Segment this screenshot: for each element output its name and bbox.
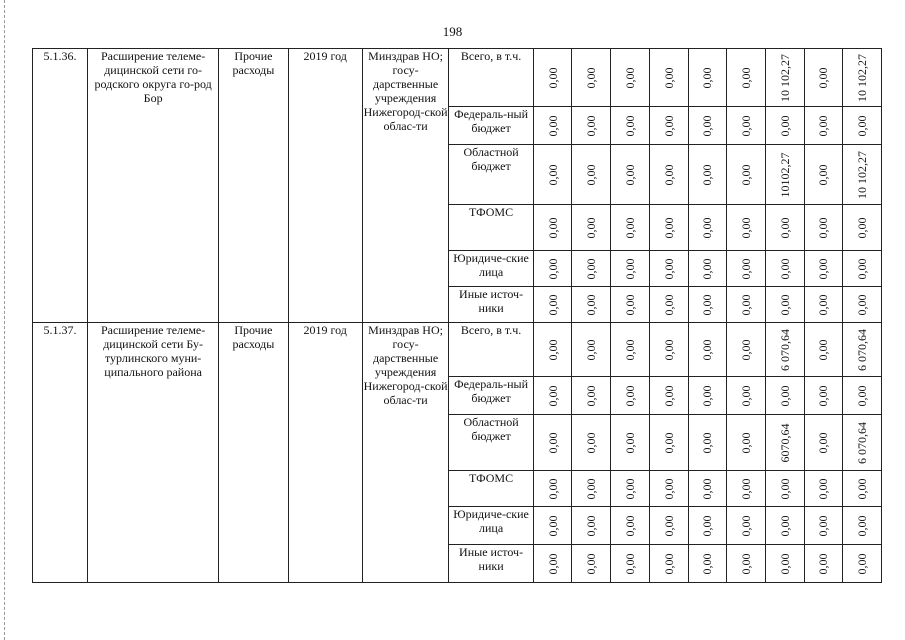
amount-value: 0,00 [661,432,676,453]
amount-cell [843,107,882,145]
amount-cell [804,471,843,507]
amount-cell [688,323,727,377]
amount-value: 0,00 [777,217,792,238]
amount-cell [727,471,766,507]
amount-value: 0,00 [584,432,599,453]
amount-value: 0,00 [816,258,831,279]
amount-value: 0,00 [777,385,792,406]
amount-cell [765,107,804,145]
amount-cell [649,145,688,205]
funding-source: Иные источ-ники [449,287,533,323]
amount-value: 0,00 [661,164,676,185]
amount-value: 0,00 [739,515,753,536]
amount-value: 0,00 [700,553,715,574]
amount-cell [765,49,804,107]
amount-cell [611,145,650,205]
amount-value: 0,00 [584,115,599,136]
period: 2019 год [288,323,362,583]
amount-cell [649,205,688,251]
amount-cell [688,507,727,545]
executor: Минздрав НО; госу-дарственные учреждения Нижегород-ской облас-ти [362,323,449,583]
amount-value: 0,00 [700,385,715,406]
amount-cell [572,287,611,323]
amount-value: 0,00 [739,339,753,360]
amount-cell [572,205,611,251]
amount-value: 0,00 [700,217,715,238]
amount-cell [727,49,766,107]
amount-value: 0,00 [545,385,560,406]
amount-value: 0,00 [855,258,870,279]
funding-source: Иные источ-ники [449,545,533,583]
amount-cell [804,49,843,107]
amount-value: 0,00 [816,553,831,574]
amount-value: 0,00 [855,294,870,315]
amount-value: 0,00 [622,515,637,536]
amount-cell [727,377,766,415]
amount-value: 0,00 [739,164,753,185]
funding-source: ТФОМС [449,205,533,251]
amount-cell [804,145,843,205]
amount-value: 0,00 [777,115,792,136]
amount-cell [533,323,572,377]
amount-value: 0,00 [700,258,715,279]
amount-value: 0,00 [739,553,753,574]
amount-value: 6070,64 [777,423,792,462]
amount-value: 0,00 [739,294,753,315]
amount-cell [765,471,804,507]
amount-value: 0,00 [777,553,792,574]
amount-value: 0,00 [622,115,637,136]
amount-value: 0,00 [816,115,831,136]
amount-cell [611,205,650,251]
amount-value: 0,00 [584,217,599,238]
amount-value: 0,00 [622,553,637,574]
amount-cell [611,377,650,415]
amount-cell [727,415,766,471]
amount-value: 0,00 [777,258,792,279]
amount-value: 0,00 [855,217,870,238]
amount-cell [804,107,843,145]
amount-cell [611,251,650,287]
amount-value: 0,00 [700,339,715,360]
amount-value: 0,00 [855,515,870,536]
amount-value: 0,00 [584,339,599,360]
amount-cell [688,145,727,205]
amount-value: 0,00 [816,339,831,360]
funding-source: Юридиче-ские лица [449,507,533,545]
amount-value: 0,00 [622,385,637,406]
amount-cell [533,415,572,471]
amount-cell [688,545,727,583]
amount-cell [843,415,882,471]
amount-value: 0,00 [661,67,676,88]
scan-margin-line [4,0,6,640]
amount-cell [533,49,572,107]
amount-cell [533,287,572,323]
amount-value: 0,00 [700,294,715,315]
amount-value: 0,00 [661,258,676,279]
amount-cell [688,107,727,145]
amount-value: 0,00 [739,115,753,136]
amount-value: 0,00 [816,294,831,315]
amount-cell [804,287,843,323]
amount-cell [572,377,611,415]
amount-value: 0,00 [545,67,560,88]
amount-value: 0,00 [545,432,560,453]
amount-value: 0,00 [700,164,715,185]
funding-source: Юридиче-ские лица [449,251,533,287]
amount-cell [843,251,882,287]
amount-cell [727,145,766,205]
amount-cell [688,415,727,471]
amount-cell [649,471,688,507]
amount-cell [843,545,882,583]
amount-value: 0,00 [545,478,560,499]
amount-cell [649,107,688,145]
amount-cell [611,323,650,377]
amount-cell [727,507,766,545]
amount-cell [688,471,727,507]
amount-cell [611,507,650,545]
funding-source: Федераль-ный бюджет [449,377,533,415]
amount-value: 0,00 [622,294,637,315]
amount-cell [572,145,611,205]
amount-cell [843,323,882,377]
amount-value: 0,00 [622,478,637,499]
amount-cell [843,49,882,107]
amount-value: 0,00 [700,115,715,136]
amount-value: 0,00 [816,515,831,536]
amount-value: 0,00 [700,67,715,88]
amount-cell [765,205,804,251]
amount-cell [804,251,843,287]
amount-value: 0,00 [700,432,715,453]
amount-value: 0,00 [584,478,599,499]
amount-cell [611,49,650,107]
amount-value: 0,00 [622,164,637,185]
amount-cell [843,205,882,251]
amount-cell [765,323,804,377]
amount-cell [843,287,882,323]
amount-value: 0,00 [545,217,560,238]
amount-cell [572,507,611,545]
row-number: 5.1.37. [33,323,88,583]
amount-cell [765,415,804,471]
amount-value: 0,00 [545,339,560,360]
amount-cell [727,287,766,323]
amount-cell [611,287,650,323]
amount-cell [533,507,572,545]
amount-cell [804,507,843,545]
amount-cell [727,545,766,583]
amount-cell [533,251,572,287]
amount-value: 0,00 [545,515,560,536]
amount-value: 0,00 [739,217,753,238]
amount-value: 0,00 [622,67,637,88]
amount-value: 10102,27 [777,152,792,197]
amount-cell [533,107,572,145]
amount-value: 0,00 [855,115,870,136]
funding-source: Всего, в т.ч. [449,49,533,107]
amount-cell [572,107,611,145]
amount-cell [649,507,688,545]
amount-value: 0,00 [700,515,715,536]
amount-value: 0,00 [584,553,599,574]
amount-value: 10 102,27 [855,150,870,199]
amount-cell [572,251,611,287]
amount-cell [649,287,688,323]
amount-value: 0,00 [545,553,560,574]
amount-cell [649,545,688,583]
amount-value: 0,00 [584,258,599,279]
amount-cell [572,545,611,583]
amount-cell [804,205,843,251]
amount-cell [533,545,572,583]
amount-cell [804,323,843,377]
amount-cell [765,145,804,205]
amount-cell [533,205,572,251]
expense-type: Прочие расходы [219,323,288,583]
amount-cell [765,545,804,583]
amount-cell [572,49,611,107]
amount-cell [765,287,804,323]
amount-cell [843,507,882,545]
amount-cell [572,415,611,471]
amount-value: 0,00 [622,217,637,238]
amount-value: 0,00 [855,385,870,406]
amount-value: 0,00 [739,258,753,279]
amount-value: 6 070,64 [855,328,870,371]
budget-table [32,48,882,583]
amount-cell [533,377,572,415]
amount-value: 6 070,64 [777,328,792,371]
amount-cell [727,251,766,287]
amount-value: 0,00 [545,115,560,136]
amount-value: 0,00 [739,432,753,453]
amount-cell [611,107,650,145]
amount-cell [611,415,650,471]
amount-cell [727,107,766,145]
amount-cell [649,377,688,415]
funding-source: ТФОМС [449,471,533,507]
amount-value: 0,00 [584,515,599,536]
amount-value: 0,00 [777,515,792,536]
amount-cell [649,49,688,107]
amount-cell [533,471,572,507]
amount-value: 0,00 [661,339,676,360]
amount-value: 6 070,64 [855,421,870,464]
amount-cell [843,377,882,415]
expense-type: Прочие расходы [219,49,288,323]
amount-cell [765,251,804,287]
amount-value: 0,00 [545,258,560,279]
amount-value: 0,00 [622,339,637,360]
amount-cell [688,251,727,287]
table-row [33,323,882,377]
funding-source: Федераль-ный бюджет [449,107,533,145]
amount-cell [688,377,727,415]
amount-value: 0,00 [584,164,599,185]
amount-value: 0,00 [777,294,792,315]
amount-value: 0,00 [622,432,637,453]
amount-value: 0,00 [661,385,676,406]
funding-source: Областной бюджет [449,415,533,471]
amount-cell [611,545,650,583]
amount-value: 0,00 [545,164,560,185]
amount-cell [688,205,727,251]
period: 2019 год [288,49,362,323]
funding-source: Всего, в т.ч. [449,323,533,377]
amount-cell [765,507,804,545]
amount-value: 0,00 [816,478,831,499]
amount-cell [727,323,766,377]
amount-value: 0,00 [545,294,560,315]
amount-cell [804,377,843,415]
executor: Минздрав НО; госу-дарственные учреждения Нижегород-ской облас-ти [362,49,449,323]
amount-value: 0,00 [816,67,831,88]
page-number: 198 [442,24,463,39]
amount-cell [649,251,688,287]
amount-value: 0,00 [584,385,599,406]
amount-cell [533,145,572,205]
amount-value: 0,00 [661,115,676,136]
amount-value: 10 102,27 [855,53,870,102]
amount-value: 0,00 [584,294,599,315]
amount-value: 0,00 [700,478,715,499]
amount-value: 0,00 [661,515,676,536]
amount-cell [649,323,688,377]
amount-value: 0,00 [855,553,870,574]
amount-value: 0,00 [739,67,753,88]
amount-value: 0,00 [816,164,831,185]
amount-value: 0,00 [622,258,637,279]
amount-value: 0,00 [739,385,753,406]
amount-cell [843,145,882,205]
amount-value: 0,00 [739,478,753,499]
amount-cell [572,471,611,507]
table-row [33,49,882,107]
amount-cell [688,287,727,323]
amount-value: 0,00 [661,553,676,574]
amount-value: 0,00 [816,432,831,453]
amount-value: 0,00 [855,478,870,499]
amount-cell [804,415,843,471]
amount-cell [611,471,650,507]
amount-cell [649,415,688,471]
amount-cell [572,323,611,377]
amount-value: 0,00 [584,67,599,88]
amount-value: 0,00 [661,478,676,499]
event-name: Расширение телеме-дицинской сети го-родского округа го-род Бор [87,49,218,323]
amount-value: 0,00 [777,478,792,499]
amount-cell [727,205,766,251]
amount-cell [688,49,727,107]
amount-value: 0,00 [661,294,676,315]
amount-value: 0,00 [816,385,831,406]
amount-cell [843,471,882,507]
row-number: 5.1.36. [33,49,88,323]
amount-value: 0,00 [816,217,831,238]
amount-value: 10 102,27 [777,53,792,102]
amount-cell [804,545,843,583]
funding-source: Областной бюджет [449,145,533,205]
amount-cell [765,377,804,415]
amount-value: 0,00 [661,217,676,238]
event-name: Расширение телеме-дицинской сети Бу-турлинского муни-ципального района [87,323,218,583]
